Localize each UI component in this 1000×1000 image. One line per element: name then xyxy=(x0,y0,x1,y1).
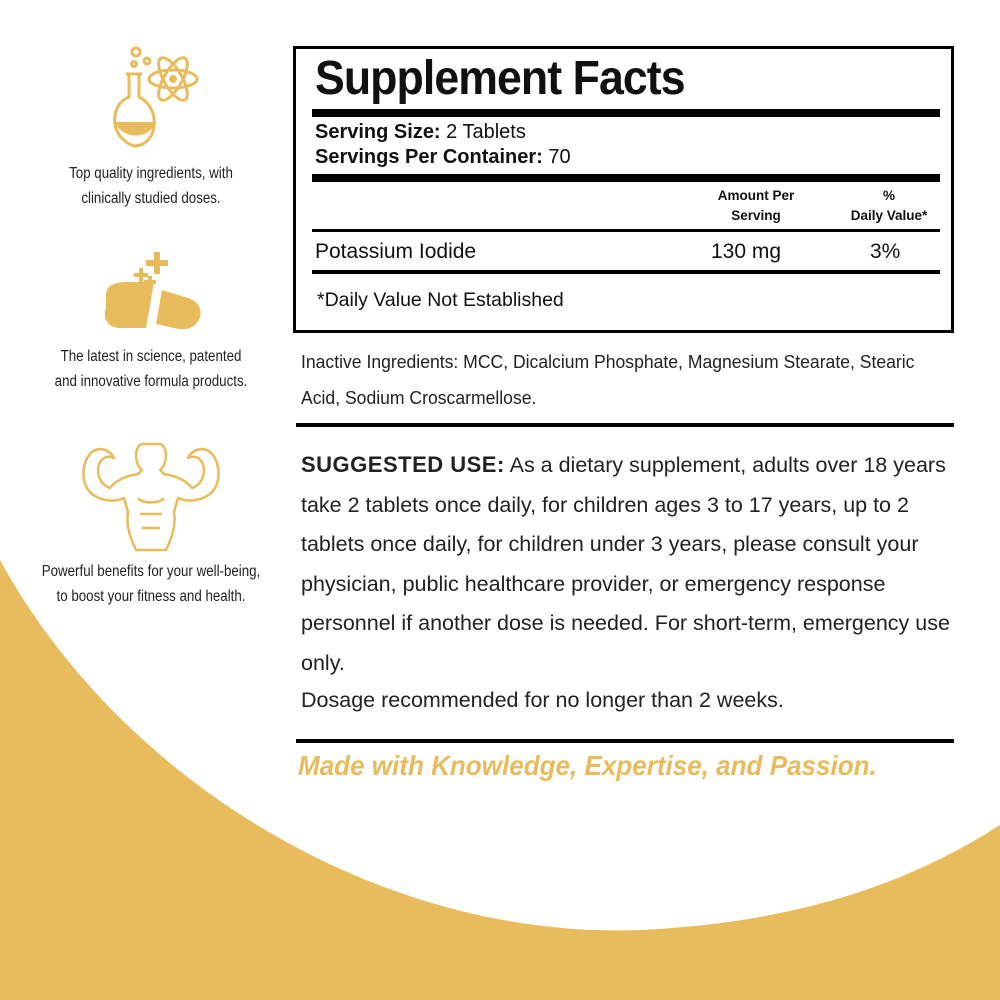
divider xyxy=(296,739,954,743)
ingredient-name: Potassium Iodide xyxy=(315,240,477,263)
amount-per-serving-header: Amount Per Serving xyxy=(717,188,795,223)
capsule-plus-icon xyxy=(86,250,216,340)
muscle-figure-icon xyxy=(76,440,226,555)
tagline: Made with Knowledge, Expertise, and Passion. xyxy=(298,750,877,781)
feature-quality xyxy=(21,42,281,211)
ingredient-dv: 3% xyxy=(870,240,901,263)
daily-value-footnote: *Daily Value Not Established xyxy=(317,289,564,311)
feature-caption: The latest in science, patented and innovative formula products. xyxy=(54,348,248,390)
servings-per-container xyxy=(315,146,571,169)
feature-benefits xyxy=(21,440,281,609)
servings-value: 70 xyxy=(548,146,571,168)
serving-size-value: 2 Tablets xyxy=(446,121,526,143)
divider xyxy=(312,109,940,117)
suggested-use xyxy=(301,445,961,721)
divider xyxy=(312,229,940,232)
ingredient-amount: 130 mg xyxy=(711,240,782,263)
divider xyxy=(296,423,954,427)
feature-science xyxy=(21,250,281,394)
serving-size-label: Serving Size: xyxy=(315,121,441,143)
divider xyxy=(312,174,940,182)
servings-label: Servings Per Container: xyxy=(315,146,543,168)
dosage-note: Dosage recommended for no longer than 2 weeks. xyxy=(301,688,784,712)
flask-atom-icon xyxy=(96,42,206,157)
feature-caption: Powerful benefits for your well-being, to boost your fitness and health. xyxy=(41,563,261,605)
feature-caption: Top quality ingredients, with clinically studied doses. xyxy=(69,165,233,207)
supplement-facts-panel xyxy=(293,46,954,333)
suggested-use-label: SUGGESTED USE: xyxy=(301,452,505,477)
inactive-ingredients: Inactive Ingredients: MCC, Dicalcium Phosphate, Magnesium Stearate, Stearic Acid, Sodium Croscarmellose. xyxy=(301,351,915,408)
suggested-use-text: As a dietary supplement, adults over 18 years take 2 tablets once daily, for children ages 3 to 17 years, up to 2 tablets once daily, for children under 3 years, please consult your physician, public healthcare provider, or emergency response personnel if another dose is needed. For short-term, emergency use only. xyxy=(301,453,950,675)
facts-title: Supplement Facts xyxy=(315,52,685,105)
daily-value-header: % Daily Value* xyxy=(850,188,928,223)
serving-size xyxy=(315,121,526,144)
divider xyxy=(312,270,940,274)
